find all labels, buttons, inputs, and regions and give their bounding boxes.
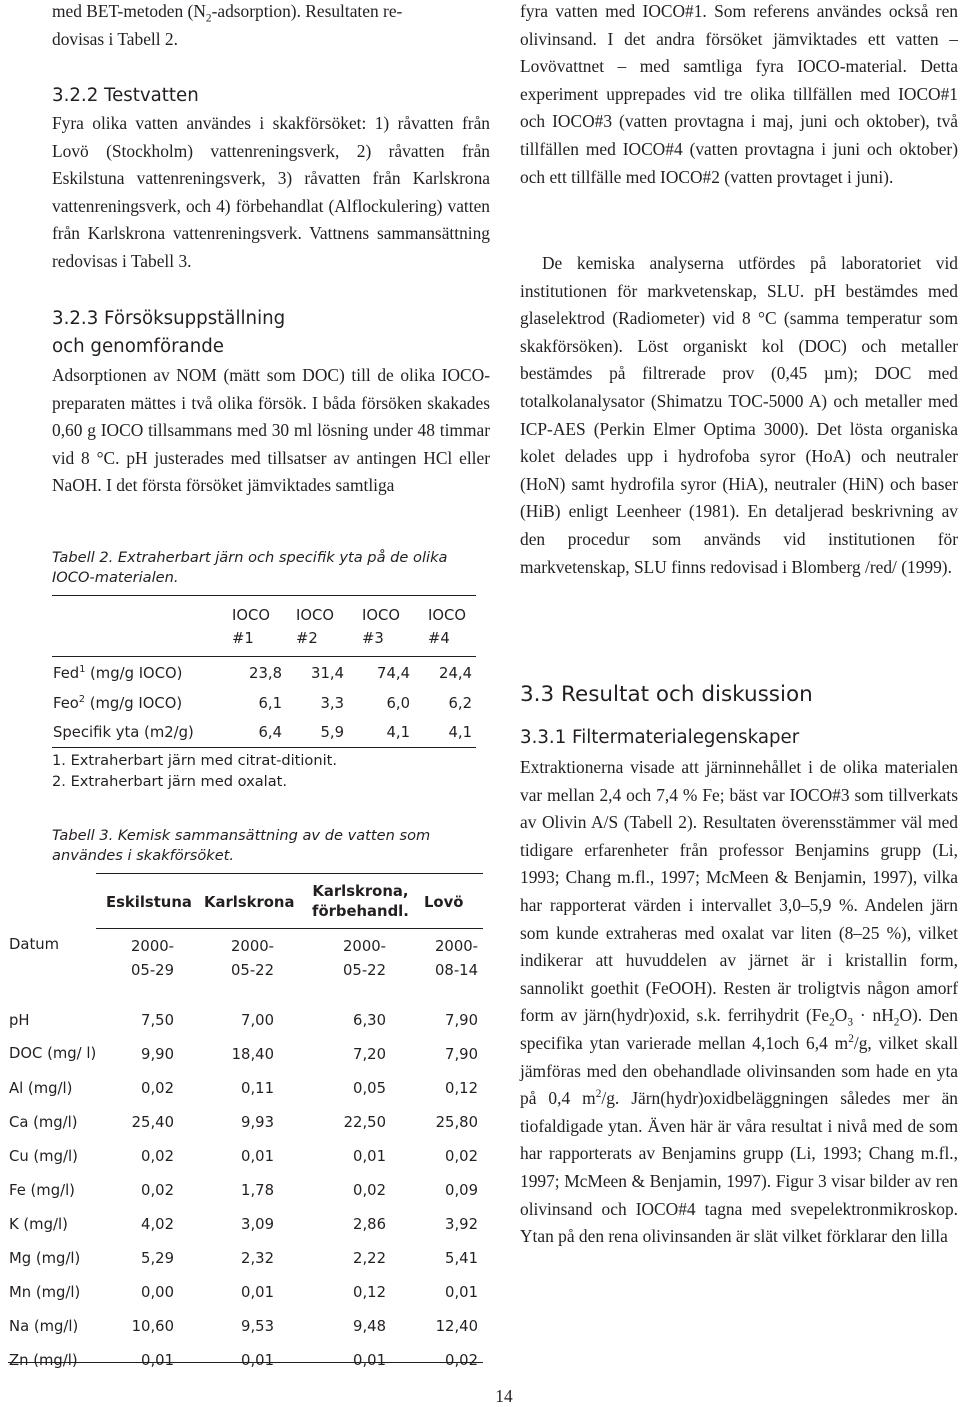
table2-header-ioco2: IOCO #2 bbox=[296, 607, 334, 647]
paragraph-filtermaterial: Extraktionerna visade att järninnehållet i de olika materialen var mellan 2,4 och 7,4 % Fe; bäst var IOCO#3 som tillverkats av Olivin A/S (Tabell 2). Resultaten överensstämmer väl med tidigare erfarenheter från professor Benjamins grupp (Li, 1993; Chang m.fl., 1997; McMeen & Benjamin, 1997), vilka har rapporterat värden i intervallet 3,0–5,9 %. Andelen järn som kunde extraheras med oxalat var liten (8–25 %), vilket indikerar att huvuddelen av järnet är i kristallin form, sannolikt goethit (FeOOH). Resten är troligtvis någon amorf form av järn(hydr)oxid, s.k. ferrihydrit $(Fe_2O_3 \cdot nH_2O)$. Den specifika ytan varierade mellan 4,1och 6,4 $m^2/g$, vilket skall jämföras med den obehandlade olivinsanden som hade en yta på 0,4 $m^2/g$. Järn(hydr)oxidbeläggningen således mer än tiofaldigade ytan. Även här är våra resultat i nivå med de som har rapporterats av Benjamins grupp (Li, 1993; Chang m.fl., 1997; McMeen & Benjamin, 1997). Figur 3 visar bilder av ren olivinsand och IOCO#4 tagna med svepelektronmikroskop. Ytan på den rena olivinsanden är slät vilket förklarar den lilla bbox=[520, 757, 958, 1247]
table3-header-karlskrona-forbehandl: Karlskrona, förbehandl. bbox=[312, 883, 409, 920]
table-row: Specifik yta (m2/g) 6,4 5,9 4,1 4,1 bbox=[53, 723, 472, 741]
table-row: Fe (mg/l) 0,02 1,78 0,02 0,09 bbox=[9, 1181, 478, 1199]
table3-header-eskilstuna: Eskilstuna bbox=[106, 894, 192, 911]
table3-caption: Tabell 3. Kemisk sammansättning av de vatten som användes i skakförsöket. bbox=[52, 827, 431, 864]
table3-header-lovo: Lovö bbox=[424, 894, 464, 911]
table2-note: 2. Extraherbart järn med oxalat. bbox=[52, 773, 288, 790]
heading-testvatten: 3.2.2 Testvatten bbox=[52, 85, 199, 106]
table3-grid bbox=[8, 935, 478, 1377]
table2-header-ioco1: IOCO #1 bbox=[232, 607, 270, 647]
table3-bottom-rule bbox=[8, 1362, 483, 1363]
table3-header bbox=[96, 873, 483, 929]
table-row: Mn (mg/l) 0,00 0,01 0,12 0,01 bbox=[9, 1283, 478, 1301]
intro-paragraph: med BET-metoden $(N_2-adsorption)$. Resultaten re- dovisas i Tabell 2. bbox=[52, 1, 403, 49]
table2-caption: Tabell 2. Extraherbart järn och specifik yta på de olika IOCO-materialen. bbox=[52, 549, 448, 586]
paragraph-forsoksuppstallning: Adsorptionen av NOM (mätt som DOC) till de olika IOCO-preparaten mättes i två olika försök. I båda försöken skakades 0,60 g IOCO tillsammans med 30 ml lösning under 48 timmar vid 8 °C. pH justerades med tillsatser av antingen HCl eller NaOH. I det första försöket jämviktades samtliga bbox=[52, 365, 490, 496]
table-row: DOC (mg/ l) 9,90 18,40 7,20 7,90 bbox=[9, 1045, 478, 1063]
table-row: Ca (mg/l) 25,40 9,93 22,50 25,80 bbox=[9, 1113, 478, 1131]
table-row: Al (mg/l) 0,02 0,11 0,05 0,12 bbox=[9, 1079, 478, 1097]
table2-header-ioco3: IOCO #3 bbox=[362, 607, 400, 647]
paragraph-forsok-continued: fyra vatten med IOCO#1. Som referens användes också ren olivinsand. I det andra försöket jämviktades ett vatten – Lovövattnet – med samtliga fyra IOCO-material. Detta experiment upprepades vid tre olika tillfällen med IOCO#1 och IOCO#3 (vatten provtagna i maj, juni och oktober), två tillfällen med IOCO#4 (vatten provtagna i juni och oktober) och ett tillfälle med IOCO#2 (vatten provtaget i juni). bbox=[520, 1, 958, 187]
table2-note: 1. Extraherbart järn med citrat-ditionit. bbox=[52, 752, 338, 769]
heading-resultat: 3.3 Resultat och diskussion bbox=[520, 682, 813, 707]
table2 bbox=[52, 595, 476, 748]
table2-header-ioco4: IOCO #4 bbox=[428, 607, 466, 647]
heading-forsoksuppstallning: 3.2.3 Försöksuppställning och genomförande bbox=[52, 308, 286, 357]
table-row: K (mg/l) 4,02 3,09 2,86 3,92 bbox=[9, 1215, 478, 1233]
paragraph-testvatten: Fyra olika vatten användes i skakförsöket: 1) råvatten från Lovö (Stockholm) vattenreningsverk, 2) råvatten från Eskilstuna vattenreningsverk, 3) råvatten från Karlskrona vattenreningsverk, och 4) förbehandlat (Alflockulering) vatten från Karlskrona vattenreningsverk. Vattnens sammansättning redovisas i Tabell 3. bbox=[52, 113, 490, 271]
table3-date-row: Datum 2000- 05-29 2000- 05-22 2000- 05-22 2000- 08-14 bbox=[9, 936, 478, 979]
heading-filtermaterial: 3.3.1 Filtermaterialegenskaper bbox=[520, 727, 800, 748]
table-row: Zn (mg/l) 0,01 0,01 0,01 0,02 bbox=[9, 1351, 478, 1369]
table2-header-row bbox=[52, 596, 476, 656]
table2-notes bbox=[52, 750, 490, 792]
table-row: Mg (mg/l) 5,29 2,32 2,22 5,41 bbox=[9, 1249, 478, 1267]
table-row: pH 7,50 7,00 6,30 7,90 bbox=[9, 1011, 478, 1029]
paragraph-kemiska-analyser: De kemiska analyserna utfördes på laboratoriet vid institutionen för markvetenskap, SLU. pH bestämdes med glaselektrod (Radiometer) vid 8 °C (samma temperatur som skakförsöken). Löst organiskt kol (DOC) och metaller bestämdes på filtrerade prov (0,45 µm); DOC med totalkolanalysator (Shimatzu TOC-5000 A) och metaller med ICP-AES (Perkin Elmer Optima 3000). Det lösta organiska kolet delades upp i hydrofoba syror (HoA) och neutraler (HoN) samt hydrofila syror (HiA), neutraler (HiN) och baser (HiB) enligt Leenheer (1981). En detaljerad beskrivning av den procedur som används vid institutionen för markvetenskap, SLU finns redovisad i Blomberg /red/ (1999). bbox=[520, 253, 958, 577]
table3-header-karlskrona: Karlskrona bbox=[204, 894, 295, 911]
table-row: Na (mg/l) 10,60 9,53 9,48 12,40 bbox=[9, 1317, 478, 1335]
table-row: Feo$^2$ (mg/g IOCO) 6,1 3,3 6,0 6,2 bbox=[53, 693, 472, 712]
table2-grid bbox=[52, 596, 476, 747]
table-row: Fed$^1$ (mg/g IOCO) 23,8 31,4 74,4 24,4 bbox=[53, 663, 472, 682]
page-number: 14 bbox=[495, 1386, 513, 1406]
table-row: Cu (mg/l) 0,02 0,01 0,01 0,02 bbox=[9, 1147, 478, 1165]
